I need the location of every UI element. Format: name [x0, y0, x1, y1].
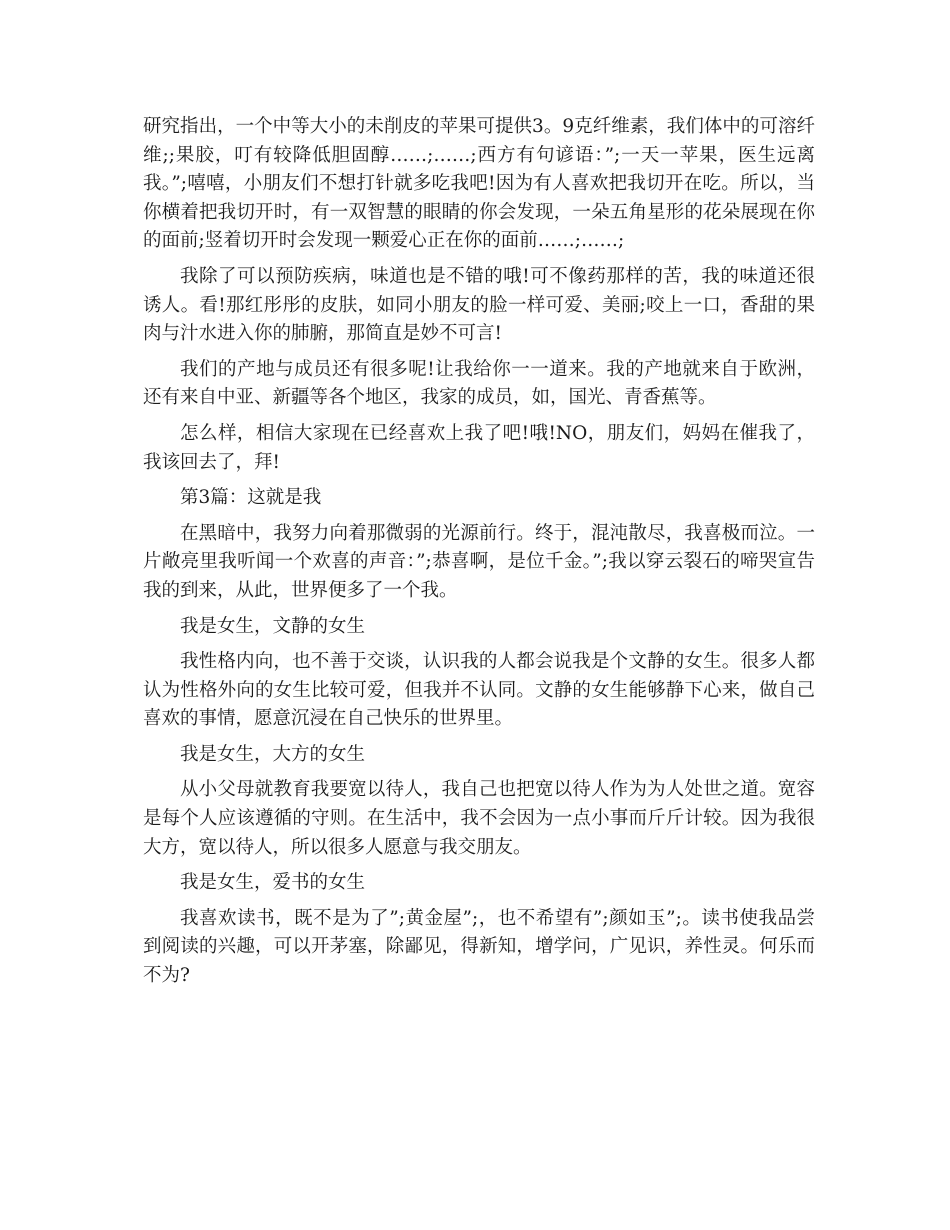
paragraph-apple-fiber: 研究指出，一个中等大小的未削皮的苹果可提供3。9克纤维素，我们体中的可溶纤维;;果胶，叮有较降低胆固醇……;……;西方有句谚语：”;一天一苹果，医生远离我。”;嘻嘻，小朋友们不想打针就多吃我吧!因为有人喜欢把我切开在吃。所以，当你横着把我切开时，有一双智慧的眼睛的你会发现，一朵五角星形的花朵展现在你的面前;竖着切开时会发现一颗爱心正在你的面前……;……;	[143, 116, 815, 252]
paragraph-apple-origin: 我们的产地与成员还有很多呢!让我给你一一道来。我的产地就来自于欧洲，还有来自中亚、新疆等各个地区，我家的成员，如，国光、青香蕉等。	[143, 358, 815, 409]
section-heading-quiet-girl: 我是女生，文静的女生	[180, 615, 366, 637]
paragraph-apple-taste: 我除了可以预防疾病，味道也是不错的哦!可不像药那样的苦，我的味道还很诱人。看!那红彤彤的皮肤，如同小朋友的脸一样可爱、美丽;咬上一口，香甜的果肉与汁水进入你的肺腑，那简直是妙不可言!	[143, 265, 815, 345]
paragraph-birth: 在黑暗中，我努力向着那微弱的光源前行。终于，混沌散尽，我喜极而泣。一片敞亮里我听闻一个欢喜的声音：”;恭喜啊，是位千金。”;我以穿云裂石的啼哭宣告我的到来，从此，世界便多了一个我。	[143, 522, 815, 601]
section-heading-book-loving-girl: 我是女生，爱书的女生	[180, 872, 366, 894]
paragraph-generous-girl: 从小父母就教育我要宽以待人，我自己也把宽以待人作为为人处世之道。宽容是每个人应该遵循的守则。在生活中，我不会因为一点小事而斤斤计较。因为我很大方，宽以待人，所以很多人愿意与我交朋友。	[143, 779, 815, 858]
article-3-title: 第3篇：这就是我	[180, 487, 322, 509]
document-body	[143, 113, 815, 998]
paragraph-apple-farewell: 怎么样，相信大家现在已经喜欢上我了吧!哦!NO，朋友们，妈妈在催我了，我该回去了，拜!	[143, 422, 815, 473]
paragraph-quiet-girl: 我性格内向，也不善于交谈，认识我的人都会说我是个文静的女生。很多人都认为性格外向的女生比较可爱，但我并不认同。文静的女生能够静下心来，做自己喜欢的事情，愿意沉浸在自己快乐的世界里。	[143, 651, 815, 730]
section-heading-generous-girl: 我是女生，大方的女生	[180, 743, 366, 765]
paragraph-book-loving-girl: 我喜欢读书，既不是为了”;黄金屋”;，也不希望有”;颜如玉”;。读书使我品尝到阅读的兴趣，可以开茅塞，除鄙见，得新知，增学问，广见识，养性灵。何乐而不为?	[143, 907, 815, 987]
